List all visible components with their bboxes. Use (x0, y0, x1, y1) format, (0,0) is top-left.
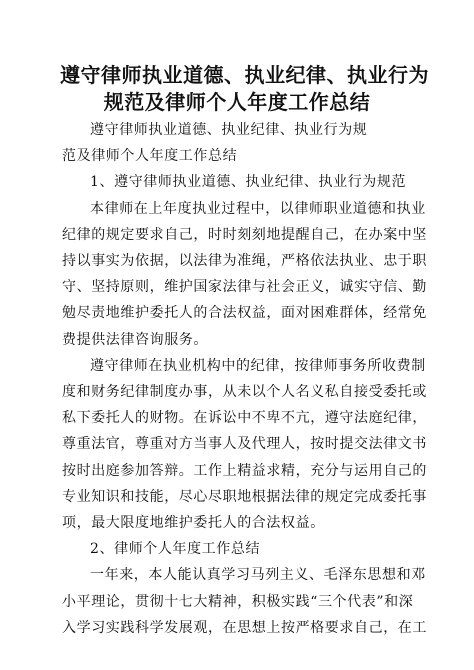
body-line: 私下委托人的财物。在诉讼中不卑不亢，遵守法庭纪律， (62, 410, 427, 427)
body-line: 2、律师个人年度工作总结 (90, 541, 261, 558)
body-line: 费提供法律咨询服务。 (62, 331, 208, 348)
title-line-2: 规范及律师个人年度工作总结 (103, 90, 371, 114)
body-line: 度和财务纪律制度办事，从未以个人名义私自接受委托或 (62, 384, 427, 401)
body-line: 专业知识和技能，尽心尽职地根据法律的规定完成委托事 (62, 488, 427, 505)
body-line: 1、遵守律师执业道德、执业纪律、执业行为规范 (90, 174, 407, 191)
body-line: 勉尽责地维护委托人的合法权益，面对困难群体，经常免 (62, 305, 427, 322)
body-line: 纪律的规定要求自己，时时刻刻地提醒自己，在办案中坚 (62, 226, 427, 243)
body-line: 尊重法官，尊重对方当事人及代理人，按时提交法律文书 (62, 436, 427, 453)
body-line: 范及律师个人年度工作总结 (62, 148, 238, 165)
body-line: 按时出庭参加答辩。工作上精益求精，充分与运用自己的 (62, 462, 427, 479)
body-line: 小平理论，贯彻十七大精神，积极实践“三个代表”和深 (62, 593, 414, 610)
title-line-1: 遵守律师执业道德、执业纪律、执业行为 (60, 63, 429, 87)
document-title (60, 62, 429, 116)
body-line: 项，最大限度地维护委托人的合法权益。 (62, 515, 325, 532)
document-body (62, 117, 427, 641)
body-line: 守、坚持原则，维护国家法律与社会正义，诚实守信、勤 (62, 279, 427, 296)
body-line: 一年来，本人能认真学习马列主义、毛泽东思想和邓 (90, 567, 426, 584)
body-line: 入学习实践科学发展观，在思想上按严格要求自己，在工 (62, 619, 427, 636)
body-line: 遵守律师在执业机构中的纪律，按律师事务所收费制 (90, 357, 426, 374)
body-line: 本律师在上年度执业过程中，以律师职业道德和执业 (90, 200, 426, 217)
body-line: 持以事实为依据，以法律为准绳，严格依法执业、忠于职 (62, 253, 427, 270)
body-line: 遵守律师执业道德、执业纪律、执业行为规 (90, 122, 368, 138)
